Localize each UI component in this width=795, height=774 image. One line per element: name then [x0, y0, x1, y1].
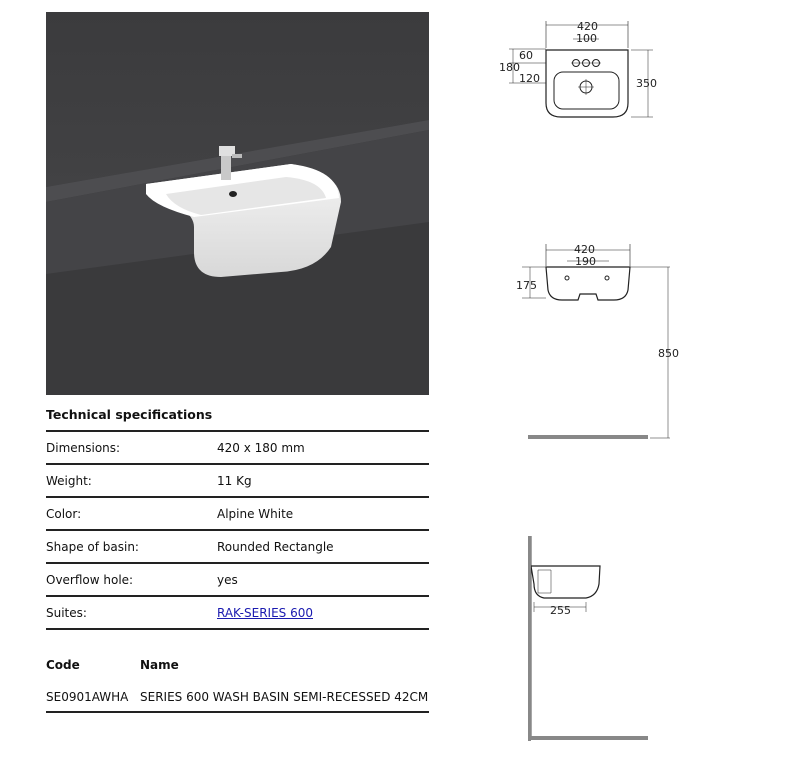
suite-link[interactable]: RAK-SERIES 600	[217, 605, 313, 620]
spec-row-suites	[46, 596, 429, 629]
side-view-drawing	[520, 530, 660, 744]
spec-row-dimensions	[46, 431, 429, 464]
spec-label: Overflow hole:	[46, 572, 134, 587]
spec-label: Weight:	[46, 473, 92, 488]
spec-label: Shape of basin:	[46, 539, 139, 554]
dim-front-width: 420	[574, 243, 595, 256]
dim-width: 420	[577, 20, 598, 33]
code-header: Code	[46, 658, 80, 672]
dim-front-inner: 190	[575, 255, 596, 268]
dim-tap: 100	[576, 32, 597, 45]
spec-value: Rounded Rectangle	[217, 539, 334, 554]
top-view-drawing	[495, 15, 665, 125]
code-table-header	[46, 658, 429, 684]
dim-d1: 60	[519, 49, 533, 62]
spec-title: Technical specifications	[46, 407, 213, 422]
code-table	[46, 658, 429, 713]
name-header: Name	[140, 658, 179, 672]
code-row	[46, 684, 429, 713]
spec-row-overflow	[46, 563, 429, 596]
dim-front-height: 175	[516, 279, 537, 292]
spec-row-color	[46, 497, 429, 530]
spec-label: Color:	[46, 506, 82, 521]
product-code: SE0901AWHA	[46, 690, 129, 704]
dim-d2: 180	[499, 61, 520, 74]
spec-value: yes	[217, 572, 238, 587]
spec-row-shape	[46, 530, 429, 563]
spec-label: Dimensions:	[46, 440, 121, 455]
dim-d3: 120	[519, 72, 540, 85]
dim-depth: 350	[636, 77, 657, 90]
spec-table	[46, 430, 429, 630]
spec-row-weight	[46, 464, 429, 497]
spec-label: Suites:	[46, 605, 87, 620]
spec-value: 11 Kg	[217, 473, 252, 488]
dim-projection: 255	[550, 604, 571, 617]
spec-value: Alpine White	[217, 506, 294, 521]
spec-value: 420 x 180 mm	[217, 440, 305, 455]
dim-mount-height: 850	[658, 347, 679, 360]
product-name: SERIES 600 WASH BASIN SEMI-RECESSED 42CM	[140, 690, 429, 704]
product-photo	[46, 12, 429, 395]
front-view-drawing	[510, 238, 685, 448]
